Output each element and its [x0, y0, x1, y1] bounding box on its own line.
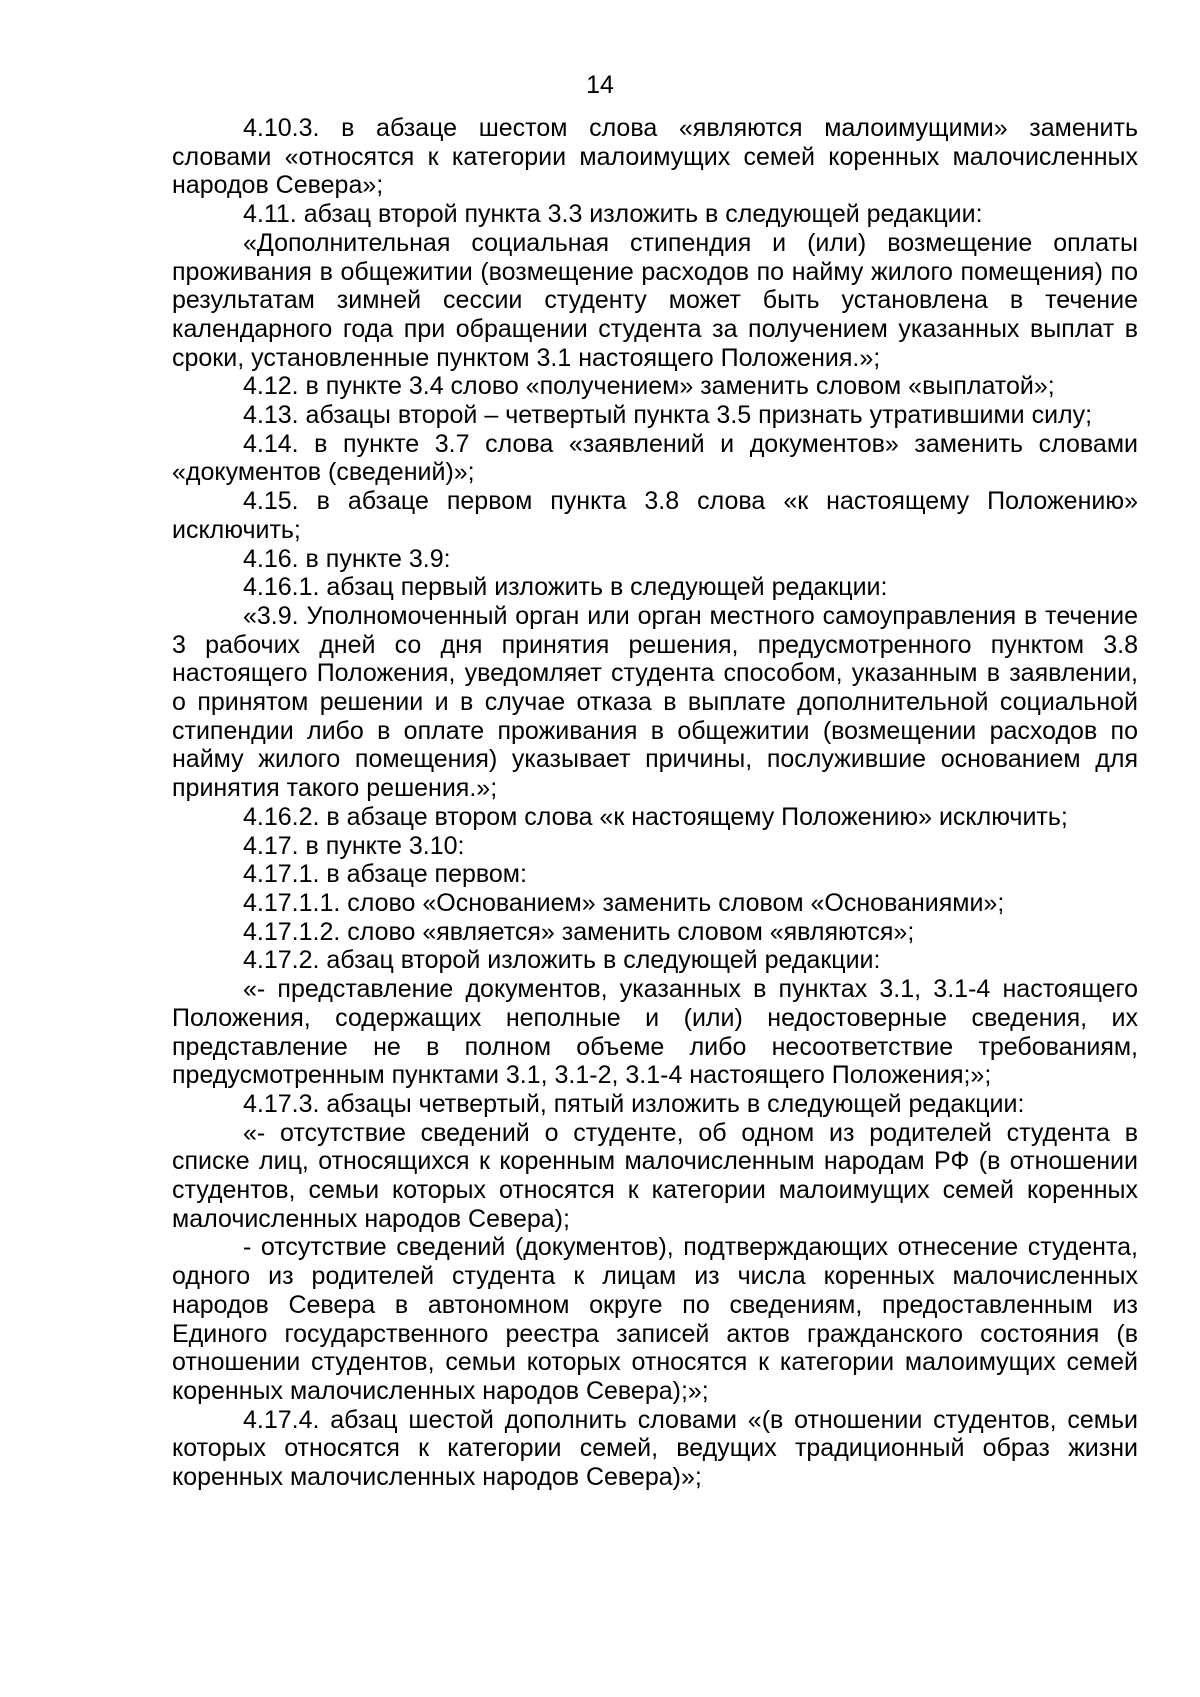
paragraph: 4.17.1.1. слово «Основанием» заменить словом «Основаниями»; — [243, 888, 1005, 917]
paragraph: 4.15. в абзаце первом пункта 3.8 слова «к настоящему Положению» исключить; — [172, 487, 1138, 544]
paragraph: 4.16. в пункте 3.9: — [243, 544, 451, 573]
paragraph: 4.17.4. абзац шестой дополнить словами «(в отношении студентов, семьи которых относятся к категории семей, ведущих традиционный образ жизни коренных малочисленных народов Севера)»; — [172, 1405, 1138, 1492]
paragraph: «3.9. Уполномоченный орган или орган местного самоуправления в течение 3 рабочих дней со дня принятия решения, предусмотренного пунктом 3.8 настоящего Положения, уведомляет студента способом, указанным в заявлении, о принятом решении и в случае отказа в выплате дополнительной социальной стипендии либо в оплате проживания в общежитии (возмещении расходов по найму жилого помещения) указывает причины, послужившие основанием для принятия такого решения.»; — [172, 601, 1138, 803]
paragraph: 4.17. в пункте 3.10: — [243, 831, 465, 860]
paragraph: 4.10.3. в абзаце шестом слова «являются малоимущими» заменить словами «относятся к категории малоимущих семей коренных малочисленных народов Севера»; — [172, 114, 1138, 200]
paragraph: - отсутствие сведений (документов), подтверждающих отнесение студента, одного из родителей студента к лицам из числа коренных малочисленных народов Севера в автономном округе по сведениям, предоставленным из Единого государственного реестра записей актов гражданского состояния (в отношении студентов, семьи которых относятся к категории малоимущих семей коренных малочисленных народов Севера);»; — [172, 1233, 1138, 1405]
paragraph: 4.12. в пункте 3.4 слово «получением» заменить словом «выплатой»; — [243, 372, 1055, 401]
paragraph: 4.17.2. абзац второй изложить в следующей редакции: — [243, 946, 881, 975]
paragraph: 4.16.2. в абзаце втором слова «к настоящему Положению» исключить; — [243, 802, 1068, 831]
paragraph: 4.17.1. в абзаце первом: — [243, 860, 527, 889]
paragraph: 4.13. абзацы второй – четвертый пункта 3.5 признать утратившими силу; — [243, 401, 1093, 430]
paragraph: 4.16.1. абзац первый изложить в следующей редакции: — [243, 573, 888, 602]
paragraph: «Дополнительная социальная стипендия и (или) возмещение оплаты проживания в общежитии (возмещение расходов по найму жилого помещения) по результатам зимней сессии студенту может быть установлена в течение календарного года при обращении студента за получением указанных выплат в сроки, установленные пунктом 3.1 настоящего Положения.»; — [172, 228, 1138, 372]
paragraph: 4.14. в пункте 3.7 слова «заявлений и документов» заменить словами «документов (сведений)»; — [172, 429, 1138, 487]
document-body — [172, 114, 1138, 1492]
paragraph: «- отсутствие сведений о студенте, об одном из родителей студента в списке лиц, относящихся к коренным малочисленным народам РФ (в отношении студентов, семьи которых относятся к категории малоимущих семей коренных малочисленных народов Севера); — [172, 1118, 1138, 1233]
paragraph: «- представление документов, указанных в пунктах 3.1, 3.1-4 настоящего Положения, содержащих неполные и (или) недостоверные сведения, их представление не в полном объеме либо несоответствие требованиям, предусмотренным пунктами 3.1, 3.1-2, 3.1-4 настоящего Положения;»; — [172, 975, 1138, 1090]
paragraph: 4.17.3. абзацы четвертый, пятый изложить в следующей редакции: — [243, 1089, 1025, 1118]
paragraph: 4.11. абзац второй пункта 3.3 изложить в следующей редакции: — [243, 200, 983, 229]
page-number: 14 — [586, 71, 614, 99]
paragraph: 4.17.1.2. слово «является» заменить словом «являются»; — [243, 917, 915, 946]
